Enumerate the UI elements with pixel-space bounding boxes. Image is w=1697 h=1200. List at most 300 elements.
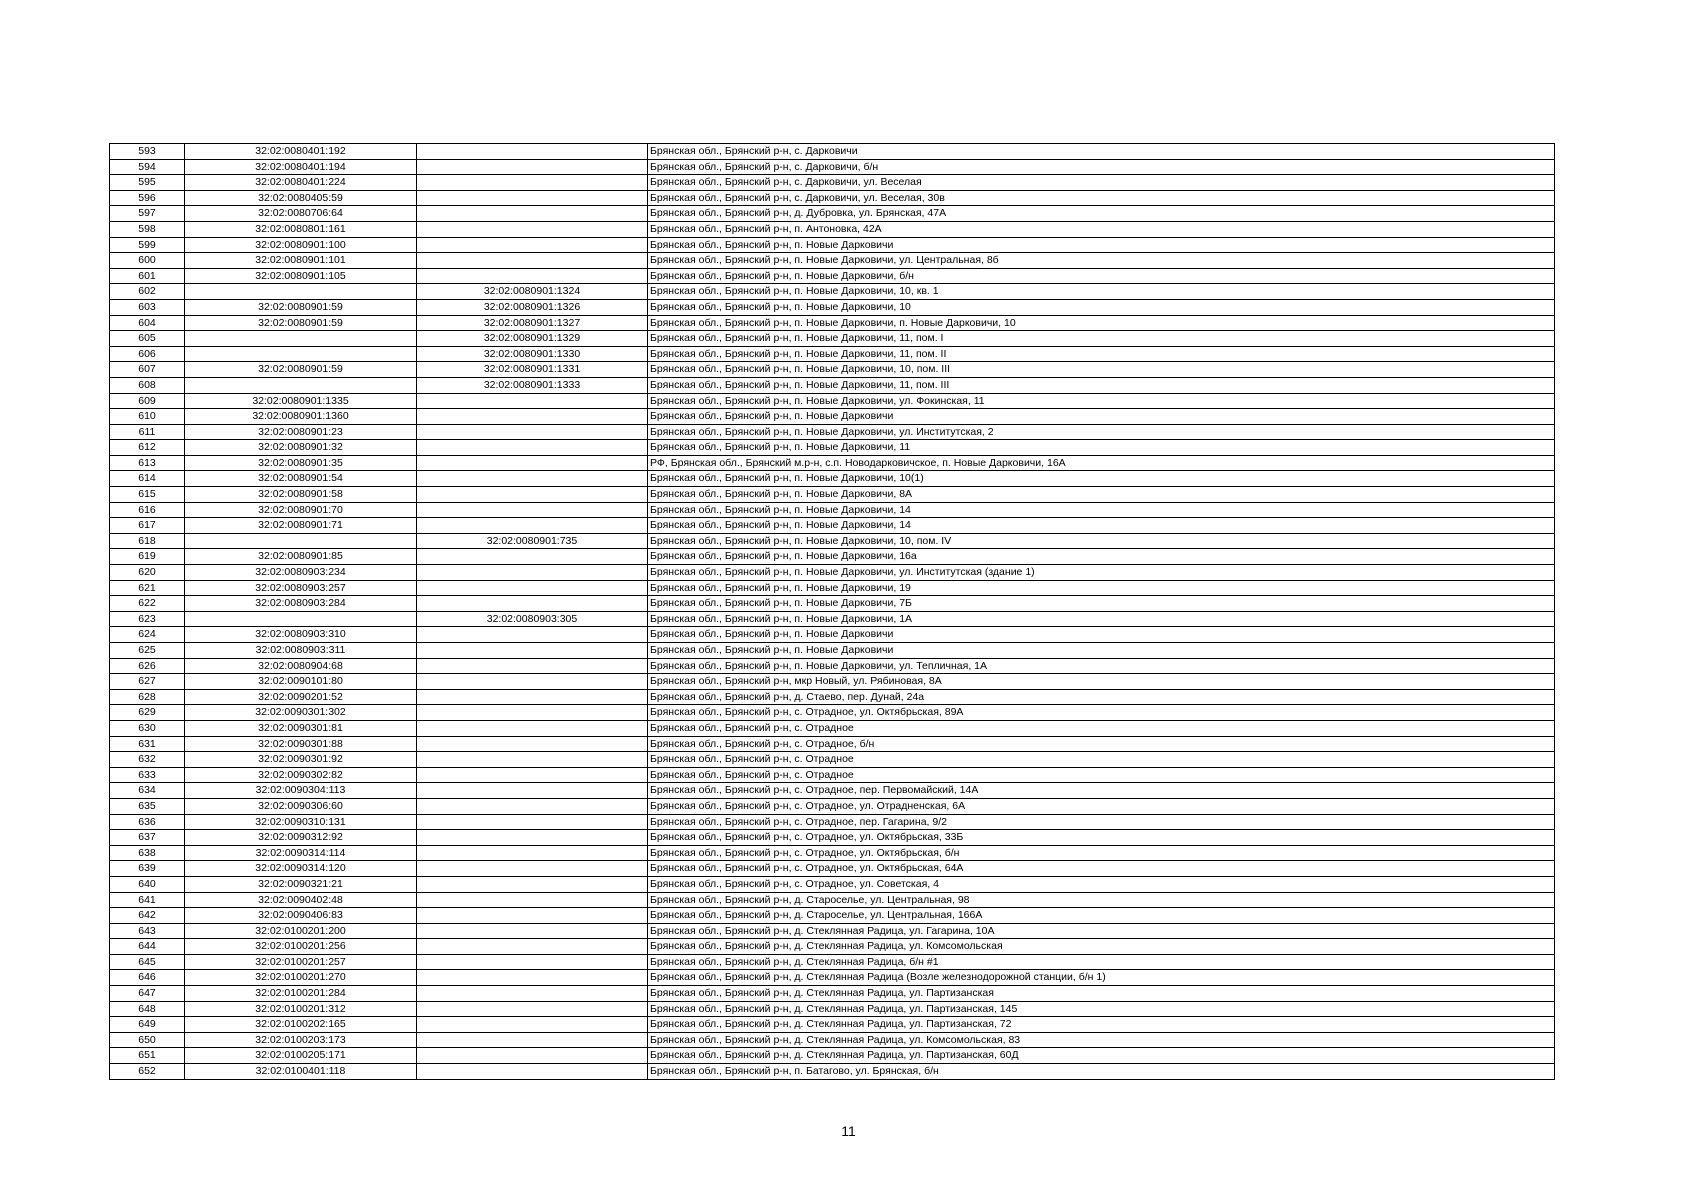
address-cell: Брянская обл., Брянский р-н, д. Стеклянная Радица, ул. Комсомольская: [648, 939, 1555, 955]
premises-cadastral-number-cell: [417, 393, 648, 409]
premises-cadastral-number-cell: [417, 144, 648, 160]
row-number-cell: 614: [110, 471, 185, 487]
table-row: [110, 455, 1555, 471]
row-number-cell: 595: [110, 175, 185, 191]
address-cell: Брянская обл., Брянский р-н, с. Отрадное, б/н: [648, 736, 1555, 752]
premises-cadastral-number-cell: [417, 596, 648, 612]
premises-cadastral-number-cell: [417, 1048, 648, 1064]
address-cell: Брянская обл., Брянский р-н, д. Стеклянная Радица, ул. Комсомольская, 83: [648, 1032, 1555, 1048]
cadastral-number-cell: 32:02:0080401:224: [185, 175, 417, 191]
cadastral-number-cell: 32:02:0080706:64: [185, 206, 417, 222]
row-number-cell: 593: [110, 144, 185, 160]
table-body: [110, 144, 1555, 1080]
table-row: [110, 658, 1555, 674]
row-number-cell: 611: [110, 424, 185, 440]
table-row: [110, 830, 1555, 846]
table-row: [110, 159, 1555, 175]
row-number-cell: 644: [110, 939, 185, 955]
address-cell: Брянская обл., Брянский р-н, п. Новые Дарковичи, 10, пом. III: [648, 362, 1555, 378]
row-number-cell: 603: [110, 299, 185, 315]
address-cell: Брянская обл., Брянский р-н, с. Дарковичи, ул. Веселая: [648, 175, 1555, 191]
cadastral-number-cell: 32:02:0080901:70: [185, 502, 417, 518]
premises-cadastral-number-cell: 32:02:0080901:1327: [417, 315, 648, 331]
premises-cadastral-number-cell: [417, 1064, 648, 1080]
cadastral-number-cell: 32:02:0100401:118: [185, 1064, 417, 1080]
row-number-cell: 623: [110, 611, 185, 627]
premises-cadastral-number-cell: [417, 237, 648, 253]
premises-cadastral-number-cell: 32:02:0080901:735: [417, 533, 648, 549]
cadastral-number-cell: 32:02:0100201:284: [185, 986, 417, 1002]
premises-cadastral-number-cell: [417, 643, 648, 659]
row-number-cell: 627: [110, 674, 185, 690]
address-cell: Брянская обл., Брянский р-н, с. Отрадное, ул. Отрадненская, 6А: [648, 798, 1555, 814]
premises-cadastral-number-cell: [417, 1017, 648, 1033]
row-number-cell: 633: [110, 767, 185, 783]
row-number-cell: 626: [110, 658, 185, 674]
table-row: [110, 1048, 1555, 1064]
premises-cadastral-number-cell: 32:02:0080901:1333: [417, 377, 648, 393]
address-cell: Брянская обл., Брянский р-н, мкр Новый, ул. Рябиновая, 8А: [648, 674, 1555, 690]
premises-cadastral-number-cell: [417, 565, 648, 581]
table-row: [110, 627, 1555, 643]
premises-cadastral-number-cell: [417, 268, 648, 284]
address-cell: Брянская обл., Брянский р-н, д. Стеклянная Радица, ул. Партизанская, 72: [648, 1017, 1555, 1033]
row-number-cell: 622: [110, 596, 185, 612]
row-number-cell: 625: [110, 643, 185, 659]
premises-cadastral-number-cell: [417, 970, 648, 986]
cadastral-number-cell: 32:02:0090406:83: [185, 908, 417, 924]
premises-cadastral-number-cell: [417, 658, 648, 674]
premises-cadastral-number-cell: [417, 908, 648, 924]
row-number-cell: 641: [110, 892, 185, 908]
cadastral-number-cell: 32:02:0090310:131: [185, 814, 417, 830]
cadastral-number-cell: 32:02:0090304:113: [185, 783, 417, 799]
address-cell: Брянская обл., Брянский р-н, д. Стеклянная Радица, ул. Партизанская, 60Д: [648, 1048, 1555, 1064]
table-row: [110, 861, 1555, 877]
cadastral-number-cell: 32:02:0080901:58: [185, 487, 417, 503]
premises-cadastral-number-cell: [417, 674, 648, 690]
table-row: [110, 1032, 1555, 1048]
table-row: [110, 783, 1555, 799]
row-number-cell: 628: [110, 689, 185, 705]
premises-cadastral-number-cell: 32:02:0080901:1329: [417, 331, 648, 347]
cadastral-number-cell: 32:02:0090301:81: [185, 720, 417, 736]
table-row: [110, 565, 1555, 581]
cadastral-number-cell: 32:02:0080901:59: [185, 299, 417, 315]
address-cell: Брянская обл., Брянский р-н, д. Стеклянная Радица (Возле железнодорожной станции, б/н 1): [648, 970, 1555, 986]
address-cell: Брянская обл., Брянский р-н, с. Отрадное, ул. Октябрьская, 33Б: [648, 830, 1555, 846]
cadastral-number-cell: 32:02:0090314:114: [185, 845, 417, 861]
table-row: [110, 284, 1555, 300]
premises-cadastral-number-cell: [417, 253, 648, 269]
row-number-cell: 636: [110, 814, 185, 830]
address-cell: Брянская обл., Брянский р-н, д. Стеклянная Радица, ул. Гагарина, 10А: [648, 923, 1555, 939]
row-number-cell: 594: [110, 159, 185, 175]
cadastral-number-cell: [185, 377, 417, 393]
cadastral-number-cell: 32:02:0080901:85: [185, 549, 417, 565]
table-row: [110, 814, 1555, 830]
cadastral-number-cell: [185, 284, 417, 300]
table-row: [110, 377, 1555, 393]
table-row: [110, 611, 1555, 627]
table-row: [110, 970, 1555, 986]
premises-cadastral-number-cell: [417, 830, 648, 846]
row-number-cell: 616: [110, 502, 185, 518]
cadastral-number-cell: 32:02:0090301:92: [185, 752, 417, 768]
row-number-cell: 632: [110, 752, 185, 768]
cadastral-number-cell: 32:02:0080901:54: [185, 471, 417, 487]
premises-cadastral-number-cell: [417, 190, 648, 206]
cadastral-number-cell: 32:02:0100201:270: [185, 970, 417, 986]
address-cell: Брянская обл., Брянский р-н, п. Новые Дарковичи, 10(1): [648, 471, 1555, 487]
table-row: [110, 752, 1555, 768]
address-cell: Брянская обл., Брянский р-н, д. Дубровка, ул. Брянская, 47А: [648, 206, 1555, 222]
row-number-cell: 629: [110, 705, 185, 721]
row-number-cell: 600: [110, 253, 185, 269]
premises-cadastral-number-cell: [417, 1032, 648, 1048]
premises-cadastral-number-cell: [417, 876, 648, 892]
table-row: [110, 253, 1555, 269]
address-cell: Брянская обл., Брянский р-н, п. Новые Дарковичи, 11: [648, 440, 1555, 456]
address-cell: Брянская обл., Брянский р-н, п. Новые Дарковичи: [648, 643, 1555, 659]
table-row: [110, 549, 1555, 565]
cadastral-number-cell: 32:02:0090306:60: [185, 798, 417, 814]
premises-cadastral-number-cell: 32:02:0080901:1324: [417, 284, 648, 300]
premises-cadastral-number-cell: [417, 502, 648, 518]
address-cell: Брянская обл., Брянский р-н, с. Отрадное, ул. Октябрьская, 89А: [648, 705, 1555, 721]
premises-cadastral-number-cell: 32:02:0080903:305: [417, 611, 648, 627]
row-number-cell: 630: [110, 720, 185, 736]
premises-cadastral-number-cell: [417, 814, 648, 830]
premises-cadastral-number-cell: [417, 409, 648, 425]
address-cell: Брянская обл., Брянский р-н, п. Новые Дарковичи, 8А: [648, 487, 1555, 503]
table-row: [110, 674, 1555, 690]
cadastral-number-cell: 32:02:0080901:1360: [185, 409, 417, 425]
cadastral-number-cell: 32:02:0090321:21: [185, 876, 417, 892]
premises-cadastral-number-cell: [417, 580, 648, 596]
premises-cadastral-number-cell: [417, 689, 648, 705]
page-number: 11: [841, 1123, 856, 1139]
row-number-cell: 608: [110, 377, 185, 393]
table-row: [110, 221, 1555, 237]
premises-cadastral-number-cell: [417, 923, 648, 939]
address-cell: Брянская обл., Брянский р-н, п. Батагово, ул. Брянская, б/н: [648, 1064, 1555, 1080]
premises-cadastral-number-cell: 32:02:0080901:1326: [417, 299, 648, 315]
address-cell: Брянская обл., Брянский р-н, п. Новые Дарковичи: [648, 409, 1555, 425]
table-row: [110, 767, 1555, 783]
table-row: [110, 986, 1555, 1002]
row-number-cell: 607: [110, 362, 185, 378]
cadastral-number-cell: [185, 331, 417, 347]
cadastral-number-cell: 32:02:0090402:48: [185, 892, 417, 908]
table-row: [110, 923, 1555, 939]
cadastral-number-cell: 32:02:0090301:302: [185, 705, 417, 721]
row-number-cell: 599: [110, 237, 185, 253]
table-row: [110, 299, 1555, 315]
address-cell: Брянская обл., Брянский р-н, п. Новые Дарковичи, 14: [648, 502, 1555, 518]
row-number-cell: 609: [110, 393, 185, 409]
cadastral-number-cell: 32:02:0080903:234: [185, 565, 417, 581]
premises-cadastral-number-cell: [417, 892, 648, 908]
address-cell: Брянская обл., Брянский р-н, с. Дарковичи, б/н: [648, 159, 1555, 175]
row-number-cell: 640: [110, 876, 185, 892]
premises-cadastral-number-cell: [417, 549, 648, 565]
table-row: [110, 237, 1555, 253]
premises-cadastral-number-cell: [417, 783, 648, 799]
premises-cadastral-number-cell: [417, 767, 648, 783]
address-cell: Брянская обл., Брянский р-н, п. Новые Дарковичи, ул. Фокинская, 11: [648, 393, 1555, 409]
row-number-cell: 615: [110, 487, 185, 503]
address-cell: Брянская обл., Брянский р-н, с. Отрадное, ул. Советская, 4: [648, 876, 1555, 892]
address-cell: Брянская обл., Брянский р-н, п. Антоновка, 42А: [648, 221, 1555, 237]
row-number-cell: 631: [110, 736, 185, 752]
address-cell: Брянская обл., Брянский р-н, п. Новые Дарковичи, 16а: [648, 549, 1555, 565]
table-row: [110, 144, 1555, 160]
row-number-cell: 651: [110, 1048, 185, 1064]
row-number-cell: 606: [110, 346, 185, 362]
cadastral-number-cell: [185, 533, 417, 549]
cadastral-number-cell: 32:02:0080901:23: [185, 424, 417, 440]
address-cell: Брянская обл., Брянский р-н, с. Отрадное: [648, 720, 1555, 736]
table-row: [110, 440, 1555, 456]
cadastral-number-cell: 32:02:0080801:161: [185, 221, 417, 237]
address-cell: Брянская обл., Брянский р-н, п. Новые Дарковичи, 1А: [648, 611, 1555, 627]
address-cell: Брянская обл., Брянский р-н, п. Новые Дарковичи, 10: [648, 299, 1555, 315]
address-cell: Брянская обл., Брянский р-н, п. Новые Дарковичи: [648, 627, 1555, 643]
cadastral-number-cell: 32:02:0080901:59: [185, 362, 417, 378]
row-number-cell: 639: [110, 861, 185, 877]
cadastral-number-cell: 32:02:0090201:52: [185, 689, 417, 705]
table-row: [110, 409, 1555, 425]
cadastral-number-cell: 32:02:0100201:200: [185, 923, 417, 939]
row-number-cell: 620: [110, 565, 185, 581]
premises-cadastral-number-cell: 32:02:0080901:1331: [417, 362, 648, 378]
premises-cadastral-number-cell: [417, 986, 648, 1002]
table-row: [110, 518, 1555, 534]
table-row: [110, 533, 1555, 549]
cadastral-number-cell: 32:02:0080901:101: [185, 253, 417, 269]
table-row: [110, 876, 1555, 892]
premises-cadastral-number-cell: [417, 752, 648, 768]
cadastral-number-cell: 32:02:0100201:257: [185, 954, 417, 970]
table-row: [110, 736, 1555, 752]
premises-cadastral-number-cell: [417, 720, 648, 736]
table-row: [110, 596, 1555, 612]
premises-cadastral-number-cell: [417, 159, 648, 175]
address-cell: Брянская обл., Брянский р-н, д. Стеклянная Радица, б/н #1: [648, 954, 1555, 970]
premises-cadastral-number-cell: [417, 206, 648, 222]
cadastral-table: [109, 143, 1555, 1080]
premises-cadastral-number-cell: [417, 487, 648, 503]
row-number-cell: 602: [110, 284, 185, 300]
table-row: [110, 892, 1555, 908]
table-row: [110, 1017, 1555, 1033]
cadastral-number-cell: 32:02:0090101:80: [185, 674, 417, 690]
cadastral-number-cell: [185, 346, 417, 362]
address-cell: Брянская обл., Брянский р-н, п. Новые Дарковичи, п. Новые Дарковичи, 10: [648, 315, 1555, 331]
cadastral-number-cell: 32:02:0080904:68: [185, 658, 417, 674]
cadastral-number-cell: 32:02:0080901:32: [185, 440, 417, 456]
table-row: [110, 1001, 1555, 1017]
premises-cadastral-number-cell: 32:02:0080901:1330: [417, 346, 648, 362]
cadastral-number-cell: 32:02:0090301:88: [185, 736, 417, 752]
row-number-cell: 605: [110, 331, 185, 347]
table-row: [110, 331, 1555, 347]
address-cell: Брянская обл., Брянский р-н, с. Дарковичи, ул. Веселая, 30в: [648, 190, 1555, 206]
table-row: [110, 845, 1555, 861]
address-cell: Брянская обл., Брянский р-н, д. Стеклянная Радица, ул. Партизанская, 145: [648, 1001, 1555, 1017]
table-row: [110, 424, 1555, 440]
cadastral-number-cell: 32:02:0090302:82: [185, 767, 417, 783]
address-cell: Брянская обл., Брянский р-н, п. Новые Дарковичи, ул. Институтская (здание 1): [648, 565, 1555, 581]
address-cell: Брянская обл., Брянский р-н, д. Староселье, ул. Центральная, 98: [648, 892, 1555, 908]
row-number-cell: 621: [110, 580, 185, 596]
row-number-cell: 634: [110, 783, 185, 799]
table-row: [110, 362, 1555, 378]
address-cell: Брянская обл., Брянский р-н, д. Стеклянная Радица, ул. Партизанская: [648, 986, 1555, 1002]
cadastral-number-cell: 32:02:0080405:59: [185, 190, 417, 206]
address-cell: Брянская обл., Брянский р-н, д. Староселье, ул. Центральная, 166А: [648, 908, 1555, 924]
premises-cadastral-number-cell: [417, 175, 648, 191]
table-row: [110, 206, 1555, 222]
table-row: [110, 393, 1555, 409]
row-number-cell: 646: [110, 970, 185, 986]
cadastral-number-cell: 32:02:0080901:71: [185, 518, 417, 534]
cadastral-number-cell: 32:02:0100203:173: [185, 1032, 417, 1048]
table-row: [110, 471, 1555, 487]
premises-cadastral-number-cell: [417, 705, 648, 721]
table-row: [110, 580, 1555, 596]
row-number-cell: 642: [110, 908, 185, 924]
row-number-cell: 647: [110, 986, 185, 1002]
row-number-cell: 612: [110, 440, 185, 456]
table-row: [110, 643, 1555, 659]
cadastral-number-cell: 32:02:0080903:257: [185, 580, 417, 596]
address-cell: Брянская обл., Брянский р-н, п. Новые Дарковичи: [648, 237, 1555, 253]
row-number-cell: 613: [110, 455, 185, 471]
table-row: [110, 268, 1555, 284]
cadastral-number-cell: 32:02:0100205:171: [185, 1048, 417, 1064]
row-number-cell: 619: [110, 549, 185, 565]
premises-cadastral-number-cell: [417, 736, 648, 752]
row-number-cell: 604: [110, 315, 185, 331]
address-cell: Брянская обл., Брянский р-н, с. Отрадное, ул. Октябрьская, 64А: [648, 861, 1555, 877]
address-cell: Брянская обл., Брянский р-н, п. Новые Дарковичи, 10, пом. IV: [648, 533, 1555, 549]
address-cell: Брянская обл., Брянский р-н, с. Отрадное, ул. Октябрьская, б/н: [648, 845, 1555, 861]
row-number-cell: 638: [110, 845, 185, 861]
row-number-cell: 624: [110, 627, 185, 643]
address-cell: Брянская обл., Брянский р-н, п. Новые Дарковичи, 7Б: [648, 596, 1555, 612]
table-row: [110, 689, 1555, 705]
address-cell: Брянская обл., Брянский р-н, п. Новые Дарковичи, ул. Центральная, 8б: [648, 253, 1555, 269]
row-number-cell: 597: [110, 206, 185, 222]
premises-cadastral-number-cell: [417, 471, 648, 487]
cadastral-number-cell: 32:02:0080901:100: [185, 237, 417, 253]
premises-cadastral-number-cell: [417, 861, 648, 877]
cadastral-number-cell: 32:02:0080901:59: [185, 315, 417, 331]
address-cell: Брянская обл., Брянский р-н, п. Новые Дарковичи, ул. Тепличная, 1А: [648, 658, 1555, 674]
address-cell: РФ, Брянская обл., Брянский м.р-н, с.п. Новодарковичское, п. Новые Дарковичи, 16А: [648, 455, 1555, 471]
address-cell: Брянская обл., Брянский р-н, п. Новые Дарковичи, 11, пом. III: [648, 377, 1555, 393]
table-row: [110, 939, 1555, 955]
table-row: [110, 487, 1555, 503]
address-cell: Брянская обл., Брянский р-н, п. Новые Дарковичи, ул. Институтская, 2: [648, 424, 1555, 440]
premises-cadastral-number-cell: [417, 424, 648, 440]
table-row: [110, 705, 1555, 721]
cadastral-number-cell: [185, 611, 417, 627]
address-cell: Брянская обл., Брянский р-н, с. Дарковичи: [648, 144, 1555, 160]
row-number-cell: 648: [110, 1001, 185, 1017]
cadastral-number-cell: 32:02:0090314:120: [185, 861, 417, 877]
row-number-cell: 610: [110, 409, 185, 425]
row-number-cell: 635: [110, 798, 185, 814]
premises-cadastral-number-cell: [417, 627, 648, 643]
table-row: [110, 720, 1555, 736]
cadastral-number-cell: 32:02:0080901:1335: [185, 393, 417, 409]
cadastral-number-cell: 32:02:0100201:256: [185, 939, 417, 955]
row-number-cell: 618: [110, 533, 185, 549]
row-number-cell: 596: [110, 190, 185, 206]
table-row: [110, 1064, 1555, 1080]
table-row: [110, 190, 1555, 206]
table-row: [110, 908, 1555, 924]
table-row: [110, 315, 1555, 331]
premises-cadastral-number-cell: [417, 1001, 648, 1017]
address-cell: Брянская обл., Брянский р-н, с. Отрадное, пер. Гагарина, 9/2: [648, 814, 1555, 830]
table-row: [110, 954, 1555, 970]
address-cell: Брянская обл., Брянский р-н, д. Стаево, пер. Дунай, 24а: [648, 689, 1555, 705]
table-row: [110, 502, 1555, 518]
address-cell: Брянская обл., Брянский р-н, п. Новые Дарковичи, 11, пом. I: [648, 331, 1555, 347]
cadastral-number-cell: 32:02:0100202:165: [185, 1017, 417, 1033]
cadastral-number-cell: 32:02:0080901:35: [185, 455, 417, 471]
premises-cadastral-number-cell: [417, 455, 648, 471]
premises-cadastral-number-cell: [417, 221, 648, 237]
row-number-cell: 650: [110, 1032, 185, 1048]
row-number-cell: 643: [110, 923, 185, 939]
address-cell: Брянская обл., Брянский р-н, с. Отрадное, пер. Первомайский, 14А: [648, 783, 1555, 799]
premises-cadastral-number-cell: [417, 440, 648, 456]
row-number-cell: 637: [110, 830, 185, 846]
cadastral-number-cell: 32:02:0080401:192: [185, 144, 417, 160]
address-cell: Брянская обл., Брянский р-н, п. Новые Дарковичи, 19: [648, 580, 1555, 596]
premises-cadastral-number-cell: [417, 845, 648, 861]
cadastral-number-cell: 32:02:0080901:105: [185, 268, 417, 284]
table-row: [110, 798, 1555, 814]
premises-cadastral-number-cell: [417, 518, 648, 534]
address-cell: Брянская обл., Брянский р-н, п. Новые Дарковичи, б/н: [648, 268, 1555, 284]
cadastral-number-cell: 32:02:0090312:92: [185, 830, 417, 846]
table-row: [110, 175, 1555, 191]
cadastral-number-cell: 32:02:0080903:311: [185, 643, 417, 659]
address-cell: Брянская обл., Брянский р-н, с. Отрадное: [648, 752, 1555, 768]
table-row: [110, 346, 1555, 362]
premises-cadastral-number-cell: [417, 798, 648, 814]
cadastral-number-cell: 32:02:0080903:284: [185, 596, 417, 612]
premises-cadastral-number-cell: [417, 939, 648, 955]
row-number-cell: 601: [110, 268, 185, 284]
cadastral-number-cell: 32:02:0080401:194: [185, 159, 417, 175]
cadastral-number-cell: 32:02:0080903:310: [185, 627, 417, 643]
row-number-cell: 598: [110, 221, 185, 237]
premises-cadastral-number-cell: [417, 954, 648, 970]
address-cell: Брянская обл., Брянский р-н, п. Новые Дарковичи, 14: [648, 518, 1555, 534]
row-number-cell: 645: [110, 954, 185, 970]
address-cell: Брянская обл., Брянский р-н, п. Новые Дарковичи, 11, пом. II: [648, 346, 1555, 362]
address-cell: Брянская обл., Брянский р-н, п. Новые Дарковичи, 10, кв. 1: [648, 284, 1555, 300]
row-number-cell: 617: [110, 518, 185, 534]
address-cell: Брянская обл., Брянский р-н, с. Отрадное: [648, 767, 1555, 783]
